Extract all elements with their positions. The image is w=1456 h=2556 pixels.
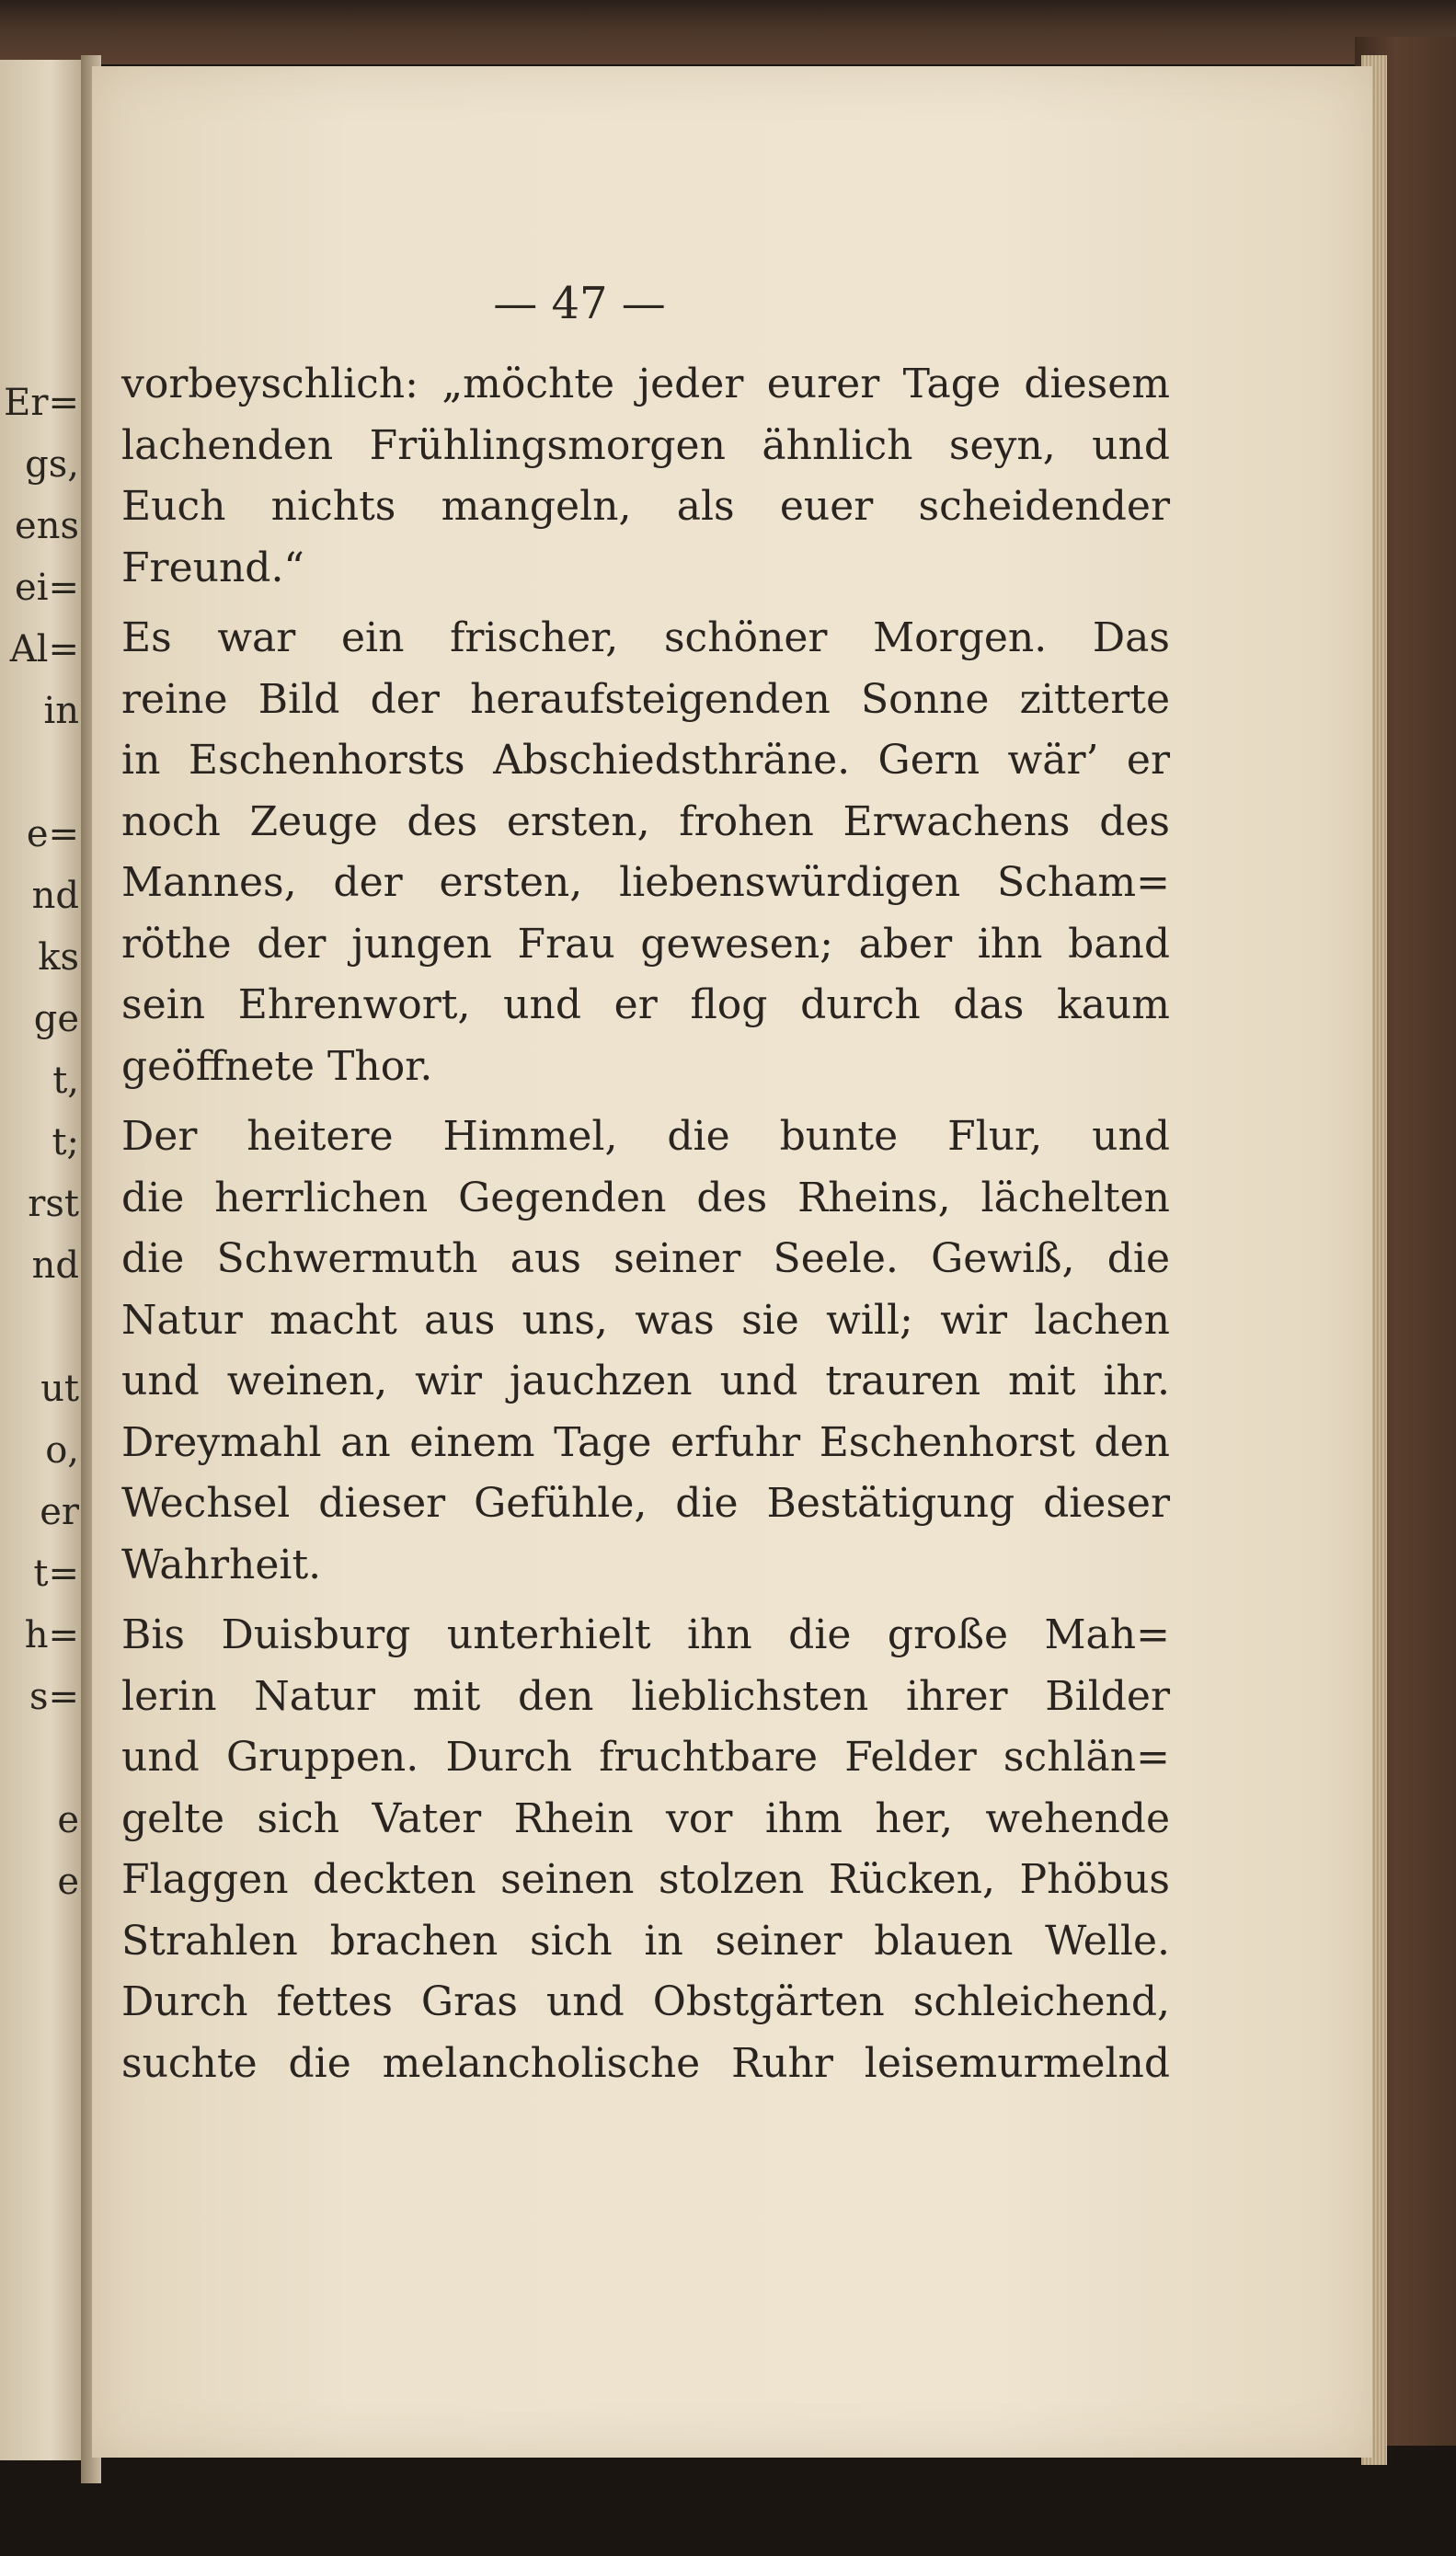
- facing-line: gs,: [25, 443, 79, 486]
- text-line: lachenden Frühlingsmorgen ähnlich seyn, und: [121, 421, 1170, 469]
- book-binding-top: [0, 0, 1456, 64]
- text-line: Mannes, der ersten, liebenswürdigen Scham=: [121, 859, 1170, 906]
- paragraph: [121, 608, 1170, 1097]
- text-line: Durch fettes Gras und Obstgärten schleichend,: [121, 1978, 1170, 2025]
- facing-line: o,: [45, 1429, 79, 1472]
- page-number: — 47 —: [493, 278, 666, 329]
- facing-line: h=: [24, 1614, 79, 1656]
- paragraph: [121, 1605, 1170, 2094]
- facing-page-text: [4, 373, 81, 2098]
- text-line: in Eschenhorsts Abschiedsthräne. Gern wär’ er: [121, 737, 1170, 784]
- text-line: Bis Duisburg unterhielt ihn die große Mah=: [121, 1611, 1170, 1658]
- facing-line: [4, 1728, 81, 1790]
- text-line: reine Bild der heraufsteigenden Sonne zitterte: [121, 675, 1170, 723]
- text-line: Wechsel dieser Gefühle, die Bestätigung dieser: [121, 1480, 1170, 1527]
- facing-line: nd: [31, 1244, 79, 1287]
- text-line: röthe der jungen Frau gewesen; aber ihn band: [121, 920, 1170, 968]
- facing-line: e: [57, 1799, 79, 1841]
- text-line: Es war ein frischer, schöner Morgen. Das: [121, 614, 1170, 661]
- facing-line: e: [57, 1861, 79, 1903]
- facing-line: ens: [15, 505, 79, 547]
- facing-line: Al=: [9, 628, 79, 671]
- text-line: noch Zeuge des ersten, frohen Erwachens des: [121, 797, 1170, 845]
- facing-line: Er=: [4, 382, 79, 424]
- text-line: Der heitere Himmel, die bunte Flur, und: [121, 1113, 1170, 1160]
- facing-line: in: [43, 690, 79, 732]
- text-line: Dreymahl an einem Tage erfuhr Eschenhorst den: [121, 1418, 1170, 1466]
- text-line: und Gruppen. Durch fruchtbare Felder schlän=: [121, 1734, 1170, 1781]
- text-line: geöffnete Thor.: [121, 1042, 433, 1090]
- facing-line: t;: [52, 1121, 79, 1163]
- text-line: Wahrheit.: [121, 1541, 322, 1588]
- facing-line: t,: [52, 1060, 79, 1102]
- text-line: suchte die melancholische Ruhr leisemurmelnd: [121, 2039, 1170, 2087]
- facing-line: ei=: [15, 567, 79, 609]
- facing-line: t=: [33, 1553, 79, 1595]
- facing-page-left: [0, 60, 85, 2460]
- text-line: gelte sich Vater Rhein vor ihm her, wehende: [121, 1794, 1170, 1842]
- text-line: vorbeyschlich: „möchte jeder eurer Tage diesem: [121, 361, 1170, 407]
- facing-line: nd: [31, 875, 79, 917]
- facing-line: s=: [29, 1676, 79, 1718]
- body-text: [121, 354, 1170, 2094]
- text-line: Euch nichts mangeln, als euer scheidender: [121, 483, 1170, 530]
- facing-line: ge: [33, 998, 79, 1040]
- text-line: Natur macht aus uns, was sie will; wir lachen: [121, 1296, 1170, 1344]
- text-line: sein Ehrenwort, und er flog durch das kaum: [121, 981, 1170, 1028]
- text-line: lerin Natur mit den lieblichsten ihrer Bilder: [121, 1672, 1170, 1720]
- scan-background: [0, 2446, 1456, 2556]
- paragraph: [121, 354, 1170, 599]
- facing-line: [4, 1913, 81, 1975]
- paragraph: [121, 1106, 1170, 1596]
- text-line: die Schwermuth aus seiner Seele. Gewiß, die: [121, 1235, 1170, 1282]
- facing-line: ut: [40, 1368, 79, 1410]
- facing-line: e=: [26, 813, 79, 855]
- text-line: und weinen, wir jauchzen und trauren mit ihr.: [121, 1358, 1170, 1404]
- text-line: Freund.“: [121, 544, 304, 591]
- facing-line: [4, 1297, 81, 1358]
- facing-line: [4, 2036, 81, 2098]
- text-line: Flaggen deckten seinen stolzen Rücken, Phöbus: [121, 1856, 1170, 1903]
- facing-line: ks: [38, 936, 79, 979]
- facing-line: er: [40, 1491, 79, 1533]
- facing-line: rst: [28, 1183, 79, 1225]
- text-line: Strahlen brachen sich in seiner blauen Welle.: [121, 1917, 1170, 1965]
- facing-line: [4, 1975, 81, 2036]
- text-line: die herrlichen Gegenden des Rheins, lächelten: [121, 1174, 1170, 1221]
- facing-line: [4, 742, 81, 804]
